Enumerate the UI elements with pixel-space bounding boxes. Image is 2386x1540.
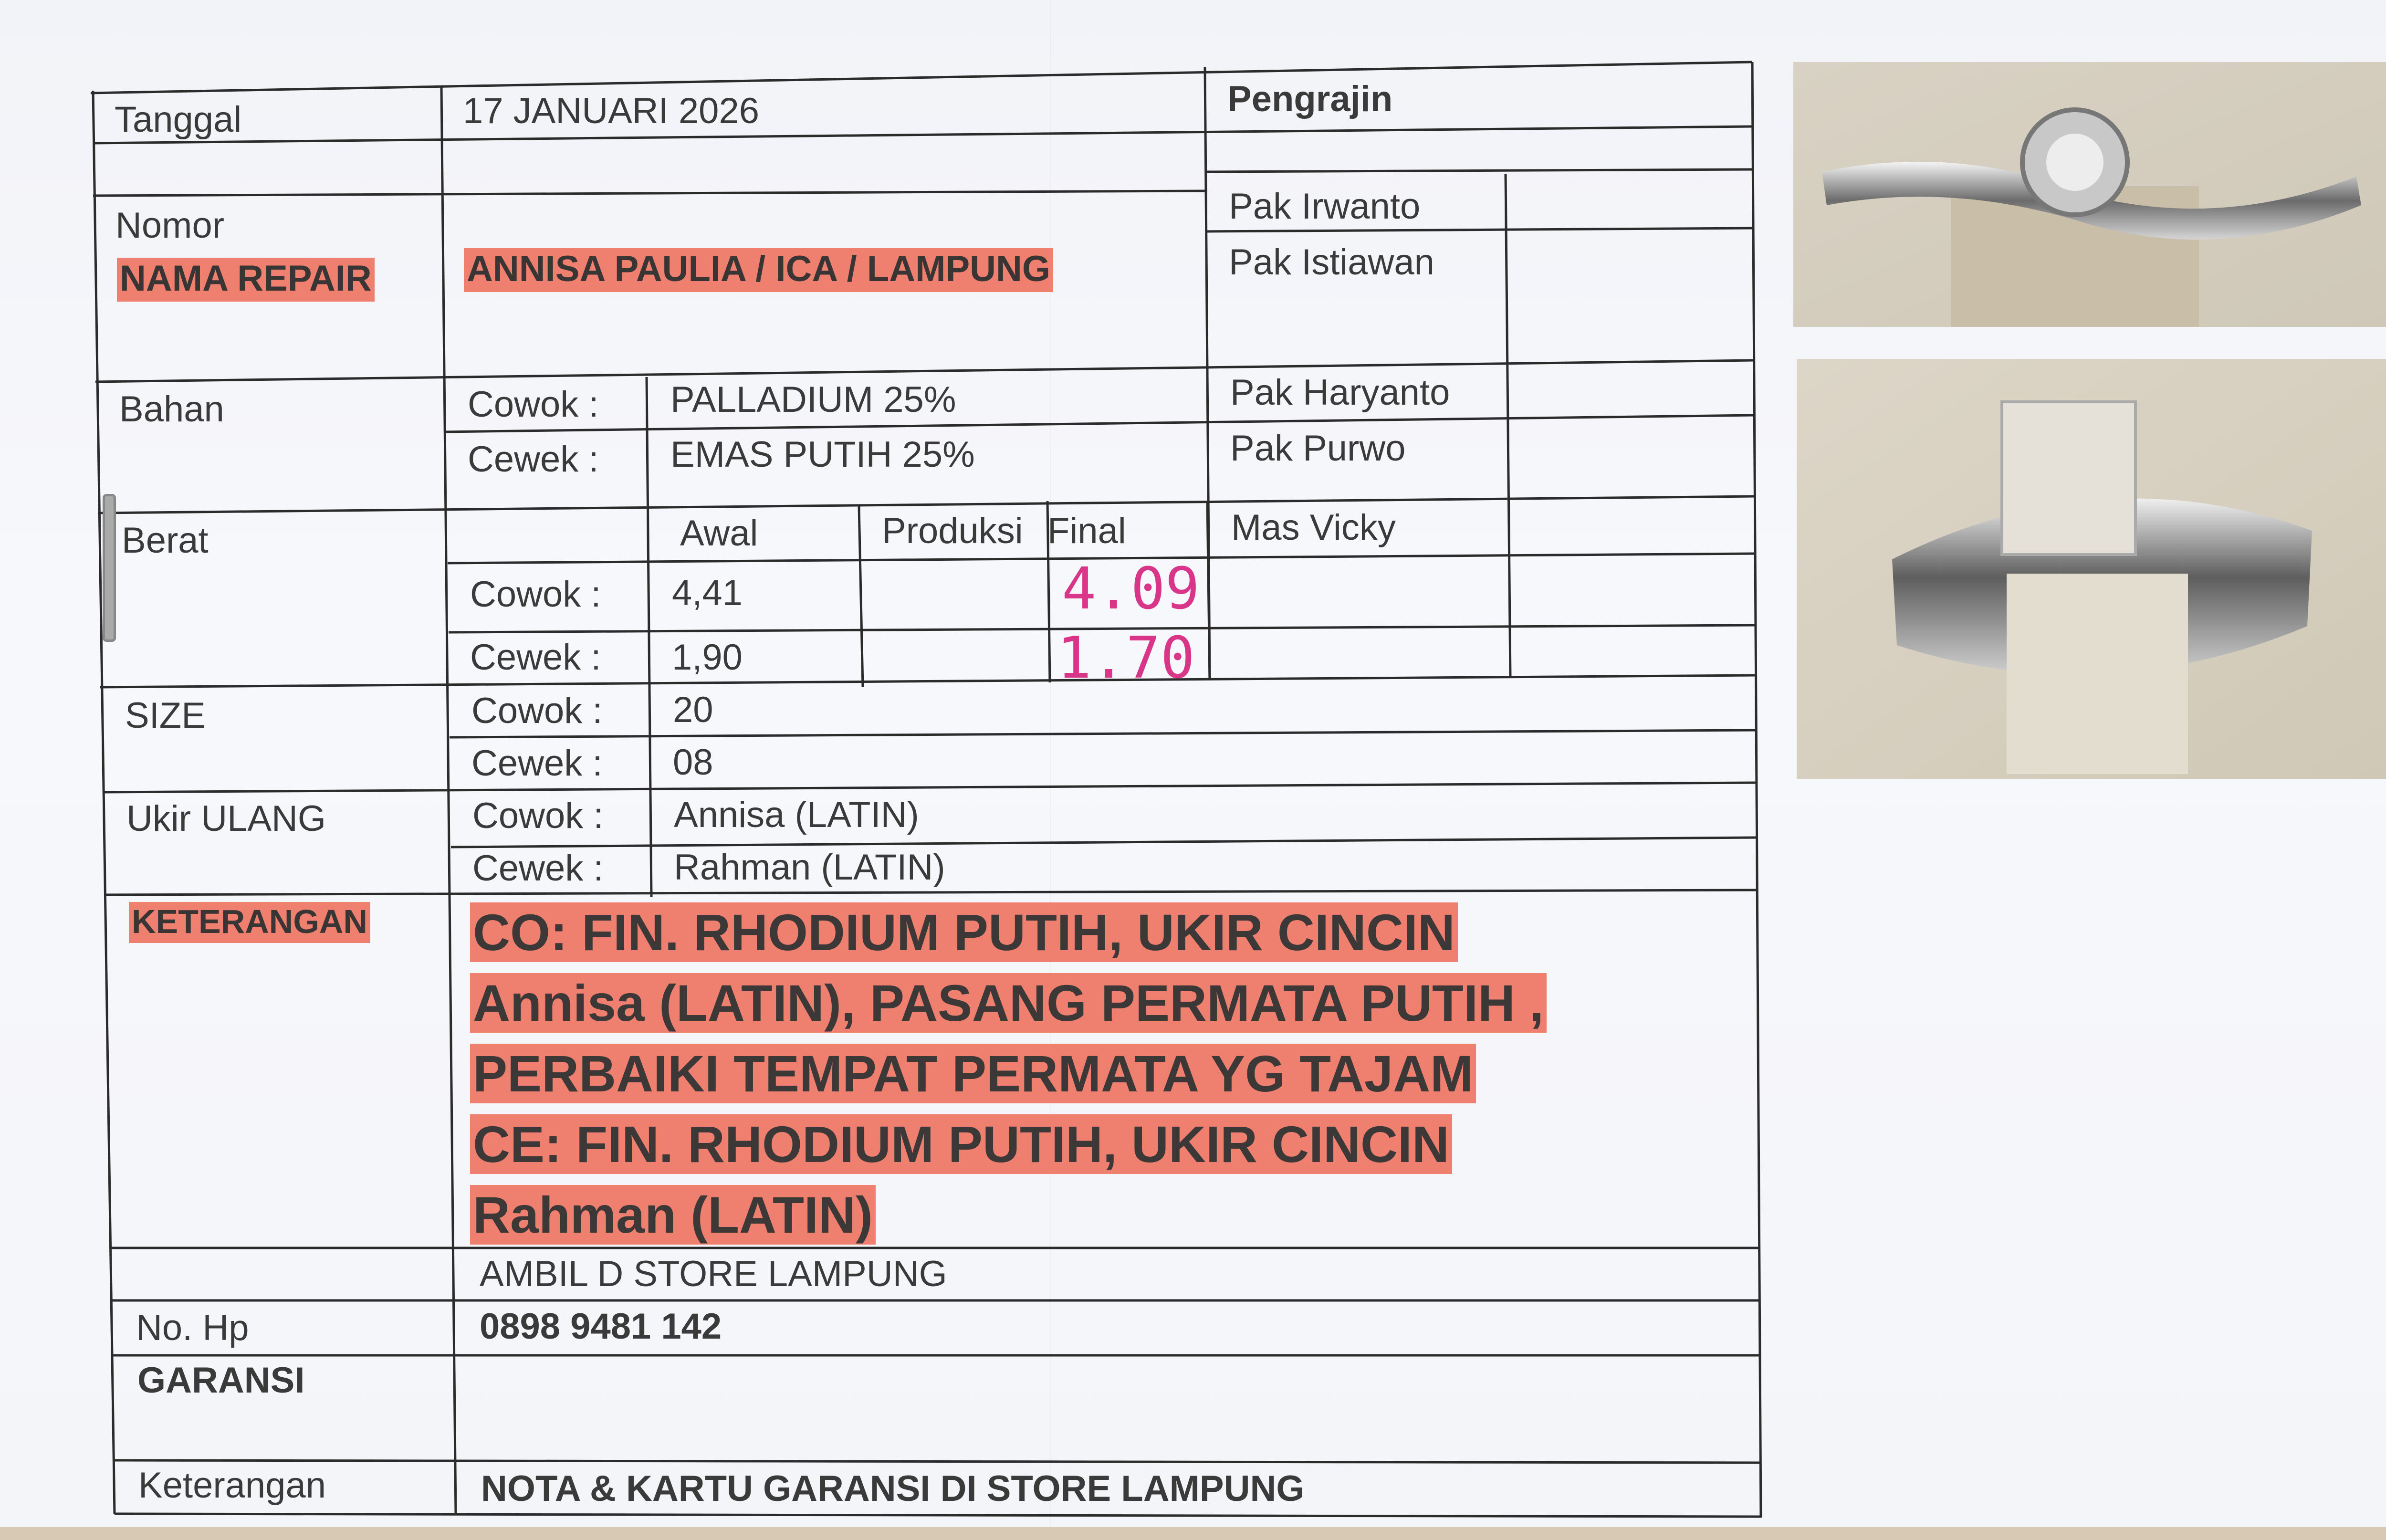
ring-photo-bottom (1797, 359, 2386, 779)
ambil-text: AMBIL D STORE LAMPUNG (480, 1254, 947, 1294)
berat-cewek-awal: 1,90 (672, 637, 743, 678)
tanggal-value: 17 JANUARI 2026 (463, 91, 759, 131)
ukir-cowok-label: Cowok : (472, 796, 604, 836)
ukir-label: Ukir ULANG (126, 798, 326, 839)
berat-cowok-label: Cowok : (470, 574, 601, 615)
pengrajin-title: Pengrajin (1227, 79, 1393, 119)
nohp-label: No. Hp (136, 1308, 249, 1348)
berat-cewek-final-handwritten: 1.70 (1057, 625, 1195, 691)
size-cewek-value: 08 (673, 742, 713, 783)
keterangan-text (470, 897, 1634, 1250)
nohp-value: 0898 9481 142 (480, 1306, 722, 1347)
bahan-cowok-value: PALLADIUM 25% (670, 379, 956, 420)
berat-cowok-final-handwritten: 4.09 (1062, 556, 1200, 622)
berat-label: Berat (122, 520, 209, 561)
bahan-label: Bahan (119, 389, 224, 430)
col-awal: Awal (680, 513, 758, 554)
size-cewek-label: Cewek : (471, 743, 603, 784)
bahan-cewek-value: EMAS PUTIH 25% (670, 434, 975, 475)
size-cowok-label: Cowok : (471, 691, 603, 731)
tanggal-label: Tanggal (115, 99, 242, 140)
pengrajin-istiawan: Pak Istiawan (1229, 242, 1434, 283)
garansi-label: GARANSI (137, 1360, 305, 1401)
pengrajin-vicky: Mas Vicky (1231, 507, 1396, 548)
col-final: Final (1047, 511, 1126, 551)
bahan-cowok-label: Cowok : (468, 384, 599, 425)
berat-cowok-awal: 4,41 (672, 573, 743, 613)
keterangan2-value: NOTA & KARTU GARANSI DI STORE LAMPUNG (481, 1468, 1305, 1509)
keterangan-ce: CE: FIN. RHODIUM PUTIH, UKIR CINCIN Rahman (LATIN) (470, 1114, 1452, 1245)
size-label: SIZE (125, 695, 206, 736)
size-cowok-value: 20 (673, 690, 713, 730)
bahan-cewek-label: Cewek : (468, 439, 599, 480)
ukir-cewek-label: Cewek : (472, 848, 604, 889)
pengrajin-irwanto: Pak Irwanto (1229, 186, 1421, 227)
pengrajin-purwo: Pak Purwo (1230, 428, 1406, 469)
nama-repair-label: NAMA REPAIR (117, 258, 375, 302)
berat-cewek-label: Cewek : (470, 637, 601, 678)
ukir-cewek-value: Rahman (LATIN) (674, 847, 945, 888)
ring-photo-top (1793, 62, 2386, 327)
keterangan-co: CO: FIN. RHODIUM PUTIH, UKIR CINCIN Annisa (LATIN), PASANG PERMATA PUTIH , PERBAIKI TEMPAT PERMATA YG TAJAM (470, 902, 1547, 1103)
nomor-label: Nomor (115, 205, 225, 246)
pengrajin-haryanto: Pak Haryanto (1230, 372, 1450, 413)
keterangan2-label: Keterangan (138, 1465, 326, 1506)
paper-clip (103, 494, 116, 642)
col-produksi: Produksi (882, 511, 1023, 551)
keterangan-label: KETERANGAN (129, 902, 370, 943)
nama-repair-value: ANNISA PAULIA / ICA / LAMPUNG (464, 248, 1053, 292)
ukir-cowok-value: Annisa (LATIN) (674, 795, 919, 835)
